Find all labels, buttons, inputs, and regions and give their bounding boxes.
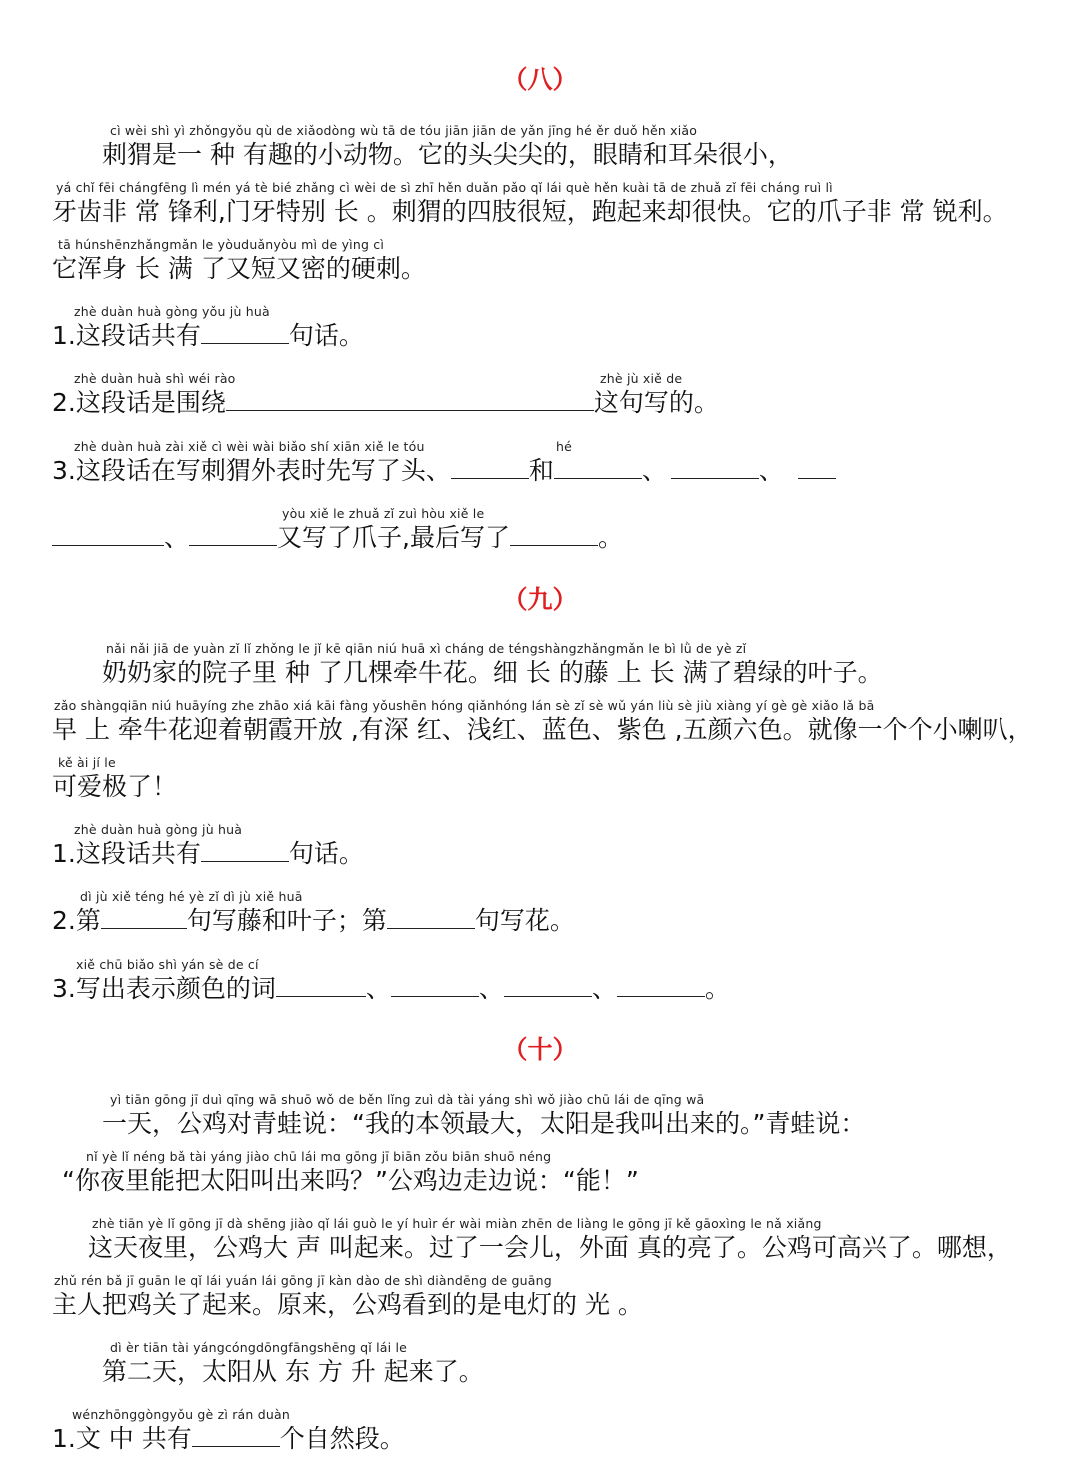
answer-blank[interactable] — [101, 906, 187, 929]
pinyin-line: zhǔ rén bǎ jī guān le qǐ lái yuán lái gōng jī kàn dào de shì diàndēng de guāng — [54, 1273, 552, 1288]
text-line: 可爱极了！ — [52, 772, 178, 801]
question-9-3: 3.写出表示颜色的词 、 、 、 。 — [52, 974, 730, 1003]
pinyin-line: kě ài jí le — [58, 755, 116, 770]
pinyin-line: cì wèi shì yì zhǒngyǒu qù de xiǎodòng wù tā de tóu jiān jiān de yǎn jīng hé ěr duǒ hěn xiǎo — [110, 123, 698, 138]
answer-blank[interactable] — [798, 456, 836, 479]
answer-blank[interactable] — [451, 456, 529, 479]
answer-blank[interactable] — [391, 974, 479, 997]
text-line: 早 上 牵牛花迎着朝霞开放 ,有深 红、浅红、蓝色、紫色 ,五颜六色。就像一个个小喇叭， — [52, 715, 1033, 744]
question-9-2: 2.第 句写藤和叶子；第 句写花。 — [52, 906, 575, 935]
pinyin-line: nǐ yè lǐ néng bǎ tài yáng jiào chū lái mɑ gōng jī biān zǒu biān shuō néng — [86, 1149, 552, 1164]
answer-blank[interactable] — [189, 523, 277, 546]
text-line: 它浑身 长 满 了又短又密的硬刺。 — [52, 254, 426, 283]
answer-blank[interactable] — [504, 974, 592, 997]
question-8-3-cont: 、 又写了爪子,最后写了 。 — [52, 523, 623, 553]
answer-blank[interactable] — [387, 906, 475, 929]
text-line: 奶奶家的院子里 种 了几棵牵牛花。细 长 的藤 上 长 满了碧绿的叶子。 — [102, 658, 883, 687]
pinyin-line: yòu xiě le zhuǎ zǐ zuì hòu xiě le — [282, 506, 485, 521]
text-line: “你夜里能把太阳叫出来吗？”公鸡边走边说：“能！” — [62, 1166, 639, 1195]
question-8-1: 1.这段话共有 句话。 — [52, 321, 364, 350]
pinyin-line: zhè duàn huà gòng jù huà — [74, 822, 243, 837]
answer-blank[interactable] — [52, 523, 164, 546]
text-line: 牙齿非 常 锋利,门牙特别 长 。刺猬的四肢很短，跑起来却很快。它的爪子非 常 锐利。 — [52, 197, 1008, 226]
text-line: 主人把鸡关了起来。原来，公鸡看到的是电灯的 光 。 — [52, 1290, 643, 1319]
pinyin-line: hé — [556, 439, 573, 454]
pinyin-line: tā húnshēnzhǎngmǎn le yòuduǎnyòu mì de yìng cì — [58, 237, 385, 252]
pinyin-line: zhè jù xiě de — [600, 371, 683, 386]
pinyin-line: zhè duàn huà zài xiě cì wèi wài biǎo shí xiān xiě le tóu — [74, 439, 425, 454]
pinyin-line: wénzhōnggòngyǒu gè zì rán duàn — [72, 1407, 290, 1422]
pinyin-line: dì èr tiān tài yángcóngdōngfāngshēng qǐ lái le — [110, 1340, 408, 1355]
answer-blank[interactable] — [226, 388, 594, 411]
section-8-title: （八） — [502, 65, 578, 94]
pinyin-line: xiě chū biǎo shì yán sè de cí — [76, 957, 259, 972]
pinyin-line: yì tiān gōng jī duì qīng wā shuō wǒ de běn lǐng zuì dà tài yáng shì wǒ jiào chū lái de qīng wā — [110, 1092, 705, 1107]
pinyin-line: dì jù xiě téng hé yè zǐ dì jù xiě huā — [80, 889, 303, 904]
text-line: 第二天，太阳从 东 方 升 起来了。 — [102, 1357, 484, 1386]
question-8-3: 3.这段话在写刺猬外表时先写了头、 和 、 、 — [52, 456, 836, 486]
pinyin-line: nǎi nǎi jiā de yuàn zǐ lǐ zhǒng le jǐ kē qiān niú huā xì cháng de téngshàngzhǎngmǎn le bì lǜ de yè zǐ — [106, 641, 747, 656]
pinyin-line: zhè tiān yè lǐ gōng jī dà shēng jiào qǐ lái guò le yí huìr ér wài miàn zhēn de liàng le gōng jī kě gāoxìng le nǎ xiǎng — [92, 1216, 822, 1231]
answer-blank[interactable] — [201, 321, 289, 344]
section-9-title: （九） — [502, 585, 578, 614]
pinyin-line: yá chǐ fēi chángfēng lì mén yá tè bié zhǎng cì wèi de sì zhī hěn duǎn pǎo qǐ lái què hěn kuài tā de zhuǎ zǐ fēi cháng ruì lì — [56, 180, 833, 195]
question-9-1: 1.这段话共有 句话。 — [52, 839, 364, 868]
answer-blank[interactable] — [617, 974, 705, 997]
section-10-title: （十） — [502, 1035, 578, 1064]
answer-blank[interactable] — [201, 839, 289, 862]
question-8-2: 2.这段话是围绕 这句写的。 — [52, 388, 719, 417]
question-10-1: 1.文 中 共有 个自然段。 — [52, 1424, 405, 1453]
pinyin-line: zhè duàn huà shì wéi rào — [74, 371, 236, 386]
answer-blank[interactable] — [671, 456, 759, 479]
text-line: 刺猬是一 种 有趣的小动物。它的头尖尖的，眼睛和耳朵很小， — [102, 140, 793, 169]
text-line: 一天，公鸡对青蛙说：“我的本领最大，太阳是我叫出来的。”青蛙说： — [102, 1109, 866, 1138]
text-line: 这天夜里，公鸡大 声 叫起来。过了一会儿，外面 真的亮了。公鸡可高兴了。哪想， — [88, 1233, 1012, 1262]
answer-blank[interactable] — [192, 1424, 280, 1447]
answer-blank[interactable] — [276, 974, 366, 997]
answer-blank[interactable] — [554, 456, 642, 479]
pinyin-line: zǎo shàngqiān niú huāyíng zhe zhāo xiá kāi fàng yǒushēn hóng qiǎnhóng lán sè zǐ sè wǔ yán liù sè jiù xiàng yí gè gè xiǎo lǎ bā — [54, 698, 875, 713]
answer-blank[interactable] — [510, 523, 598, 546]
pinyin-line: zhè duàn huà gòng yǒu jù huà — [74, 304, 270, 319]
